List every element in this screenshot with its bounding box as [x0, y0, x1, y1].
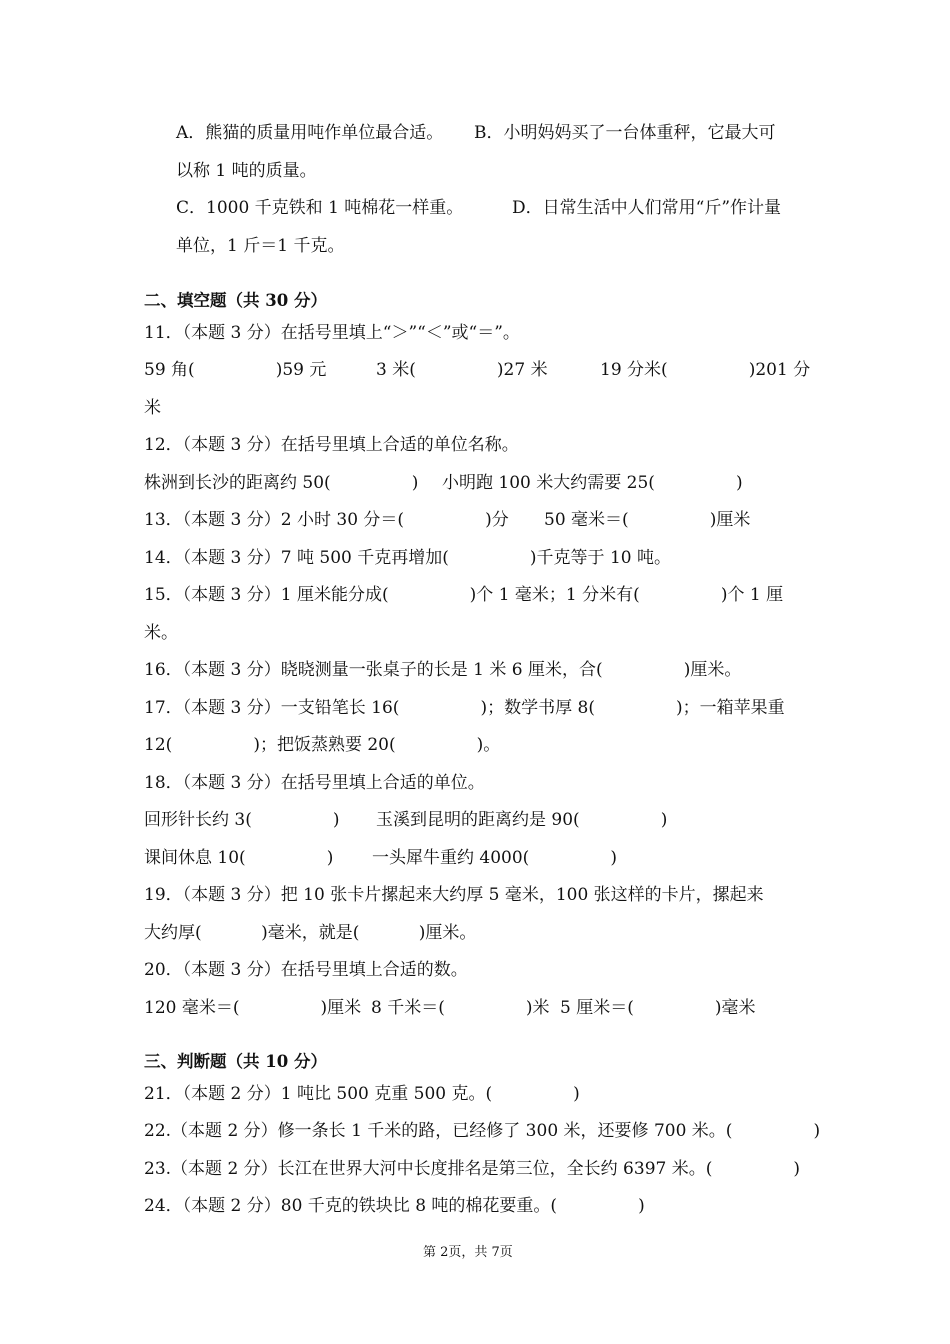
- question-11-item-c-continued: 米: [144, 398, 161, 418]
- question-11-item-c: 19 分米( )201 分: [600, 360, 811, 380]
- question-11-item-b: 3 米( )27 米: [376, 360, 548, 380]
- question-20-stem: 20．（本题 3 分）在括号里填上合适的数。: [144, 960, 468, 980]
- question-24-stem: 24．（本题 2 分）80 千克的铁块比 8 吨的棉花要重。( ): [144, 1196, 645, 1216]
- question-11-item-a: 59 角( )59 元: [144, 360, 327, 380]
- question-15-stem: 15．（本题 3 分）1 厘米能分成( )个 1 毫米；1 分米有( )个 1 厘: [144, 585, 784, 605]
- section-2-title: 二、填空题（共 30 分）: [144, 291, 327, 310]
- question-13-stem: 13．（本题 3 分）2 小时 30 分＝( )分: [144, 510, 509, 530]
- question-17-stem: 17．（本题 3 分）一支铅笔长 16( )；数学书厚 8( )；一箱苹果重: [144, 698, 785, 718]
- question-19-continued: 大约厚( )毫米，就是( )厘米。: [144, 923, 477, 943]
- question-15-continued: 米。: [144, 623, 178, 643]
- question-14-stem: 14．（本题 3 分）7 吨 500 千克再增加( )千克等于 10 吨。: [144, 548, 671, 568]
- question-12-item-a: 株洲到长沙的距离约 50( ): [144, 473, 419, 493]
- question-16-stem: 16．（本题 3 分）晓晓测量一张桌子的长是 1 米 6 厘米，合( )厘米。: [144, 660, 742, 680]
- question-11-stem: 11．（本题 3 分）在括号里填上“＞”“＜”或“＝”。: [144, 323, 520, 343]
- option-d: D．日常生活中人们常用“斤”作计量: [512, 198, 782, 218]
- question-20-item-b: 8 千米＝( )米: [371, 998, 550, 1018]
- option-b-continued: 以称 1 吨的质量。: [176, 161, 317, 181]
- question-19-stem: 19．（本题 3 分）把 10 张卡片摞起来大约厚 5 毫米，100 张这样的卡片，摞起来: [144, 885, 764, 905]
- question-12-stem: 12．（本题 3 分）在括号里填上合适的单位名称。: [144, 435, 519, 455]
- question-18-item-a: 回形针长约 3( ): [144, 810, 340, 830]
- question-20-item-c: 5 厘米＝( )毫米: [560, 998, 756, 1018]
- page-footer: 第 2页，共 7页: [423, 1245, 513, 1260]
- option-c: C．1000 千克铁和 1 吨棉花一样重。: [176, 198, 464, 218]
- question-18-item-c: 课间休息 10( ): [144, 848, 334, 868]
- question-18-item-b: 玉溪到昆明的距离约是 90( ): [376, 810, 668, 830]
- question-22-stem: 22.（本题 2 分）修一条长 1 千米的路，已经修了 300 米，还要修 700 米。( ): [144, 1121, 821, 1141]
- question-12-item-b: 小明跑 100 米大约需要 25( ): [442, 473, 743, 493]
- question-17-continued: 12( )；把饭蒸熟要 20( )。: [144, 735, 501, 755]
- option-b: B．小明妈妈买了一台体重秤，它最大可: [474, 123, 776, 143]
- question-18-item-d: 一头犀牛重约 4000( ): [372, 848, 617, 868]
- question-23-stem: 23.（本题 2 分）长江在世界大河中长度排名是第三位，全长约 6397 米。( ): [144, 1159, 801, 1179]
- question-13-item-b: 50 毫米＝( )厘米: [544, 510, 751, 530]
- section-3-title: 三、判断题（共 10 分）: [144, 1052, 327, 1071]
- question-20-item-a: 120 毫米＝( )厘米: [144, 998, 362, 1018]
- question-21-stem: 21．（本题 2 分）1 吨比 500 克重 500 克。( ): [144, 1084, 580, 1104]
- option-a: A．熊猫的质量用吨作单位最合适。: [176, 123, 444, 143]
- question-18-stem: 18．（本题 3 分）在括号里填上合适的单位。: [144, 773, 485, 793]
- option-d-continued: 单位，1 斤＝1 千克。: [176, 236, 345, 256]
